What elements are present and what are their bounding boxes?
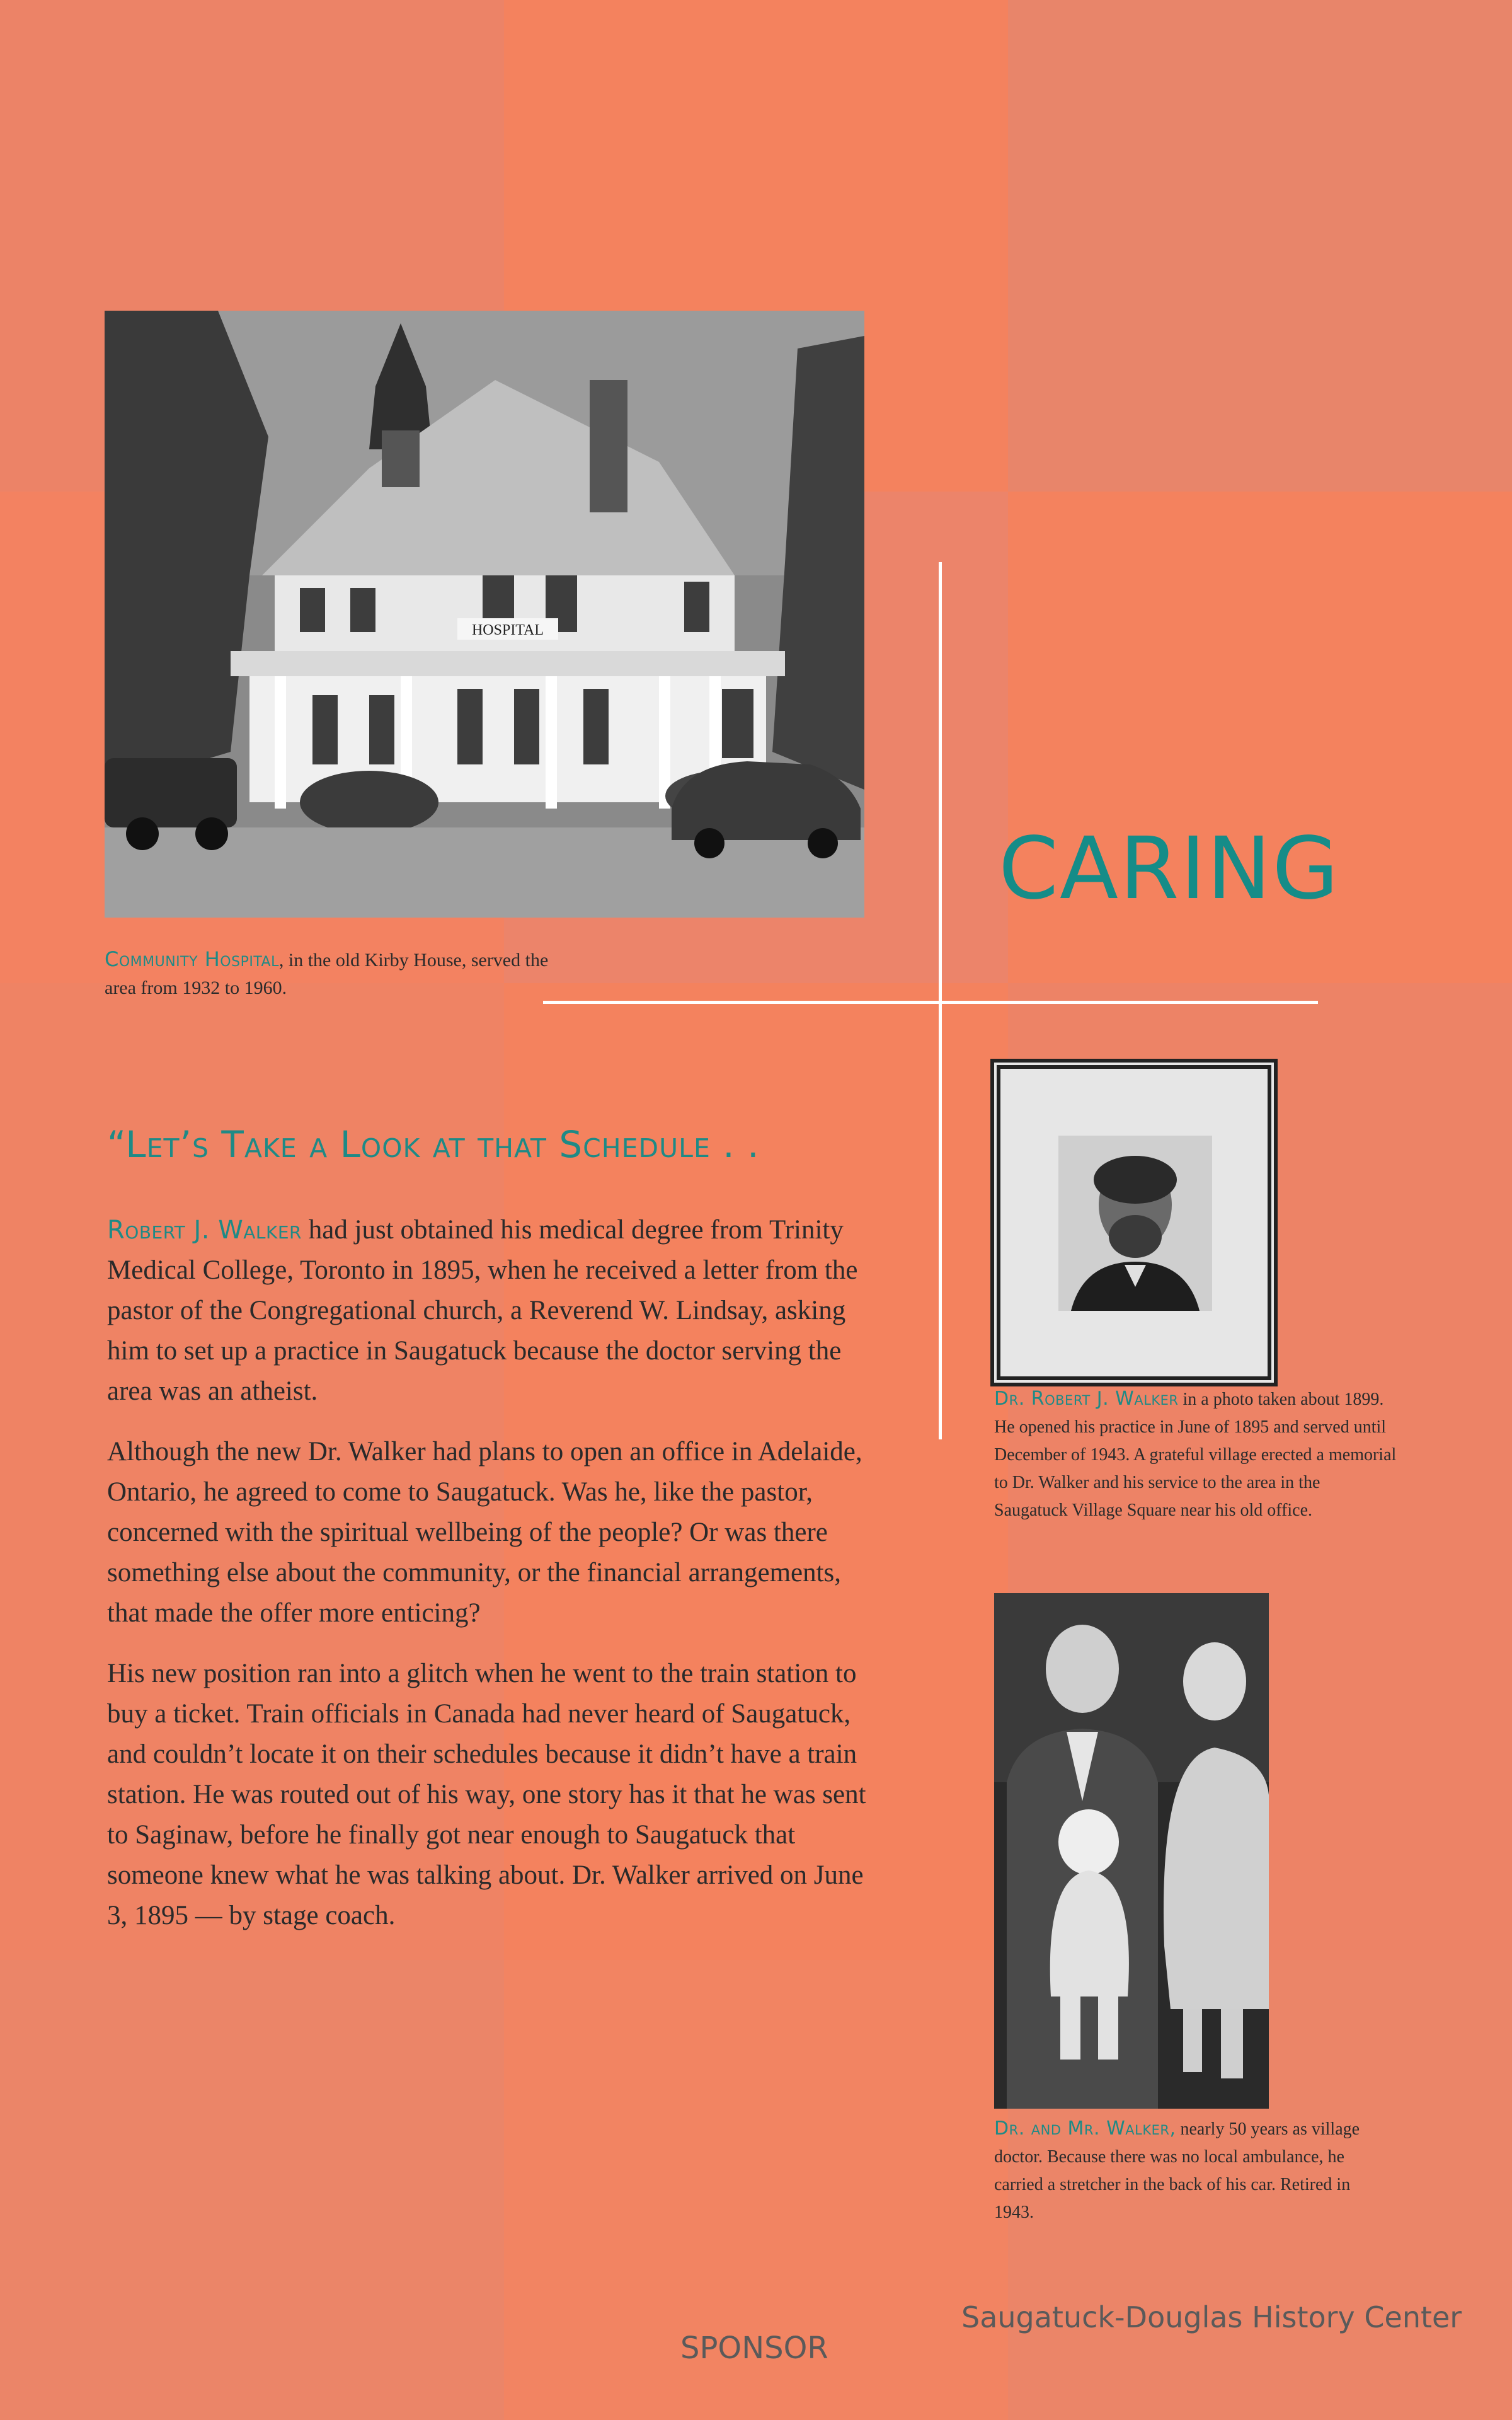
portrait-photo bbox=[1058, 1136, 1212, 1311]
horizontal-rule bbox=[543, 1001, 1318, 1004]
hospital-caption-text: , in the old Kirby House, served the area from 1932 to 1960. bbox=[105, 950, 549, 998]
family-caption bbox=[994, 2115, 1378, 2227]
portrait-frame bbox=[997, 1065, 1271, 1380]
family-photo bbox=[994, 1593, 1269, 2109]
article-paragraph: His new position ran into a glitch when he went to the train station to buy a ticket. Train officials in Canada had never heard of Saugatuck, and couldn’t locate it on their schedules because it didn’t have a train station. He was routed out of his way, one story has it that he was sent to Saginaw, before he finally got near enough to Saugatuck that someone knew what he was talking about. Dr. Walker arrived on June 3, 1895 — by stage coach. bbox=[107, 1659, 866, 1930]
family-caption-lead: Dr. and Mr. Walker, bbox=[994, 2118, 1176, 2140]
page-title: CARING bbox=[999, 819, 1340, 919]
article-paragraph bbox=[107, 1210, 869, 1412]
hospital-caption bbox=[105, 945, 583, 1002]
portrait-caption-lead: Dr. Robert J. Walker bbox=[994, 1388, 1179, 1410]
organization-name: Saugatuck-Douglas History Center bbox=[961, 2300, 1462, 2334]
hospital-caption-lead: Community Hospital bbox=[105, 947, 279, 971]
portrait-caption bbox=[994, 1385, 1397, 1524]
article-body bbox=[107, 1210, 869, 1956]
family-caption-text: nearly 50 years as village doctor. Because there was no local ambulance, he carried a stretcher in the back of his car. Retired in 1943. bbox=[994, 2119, 1360, 2222]
hospital-sign-text: HOSPITAL bbox=[471, 622, 544, 638]
article-paragraph-text: had just obtained his medical degree from Trinity Medical College, Toronto in 1895, when he received a letter from the pastor of the Congregational church, a Reverend W. Lindsay, asking him to set up a practice in Saugatuck because the doctor serving the area was an atheist. bbox=[107, 1215, 858, 1406]
hospital-photo bbox=[105, 311, 864, 918]
background-tile bbox=[0, 1960, 504, 2420]
article-lead-name: Robert J. Walker bbox=[107, 1216, 302, 1245]
sponsor-label: SPONSOR bbox=[680, 2331, 828, 2366]
article-heading: “Let’s Take a Look at that Schedule . . bbox=[107, 1123, 760, 1166]
article-paragraph: Although the new Dr. Walker had plans to open an office in Adelaide, Ontario, he agreed to come to Saugatuck. Was he, like the pastor, concerned with the spiritual wellbeing of the people? Or was there something else about the community, or the financial arrangements, that made the offer more enticing? bbox=[107, 1437, 862, 1628]
background-tile bbox=[1008, 0, 1512, 492]
portrait-caption-text: in a photo taken about 1899. He opened his practice in June of 1895 and served until December of 1943. A grateful village erected a memorial to Dr. Walker and his service to the area in the Saugatuck Village Square near his old office. bbox=[994, 1390, 1397, 1520]
